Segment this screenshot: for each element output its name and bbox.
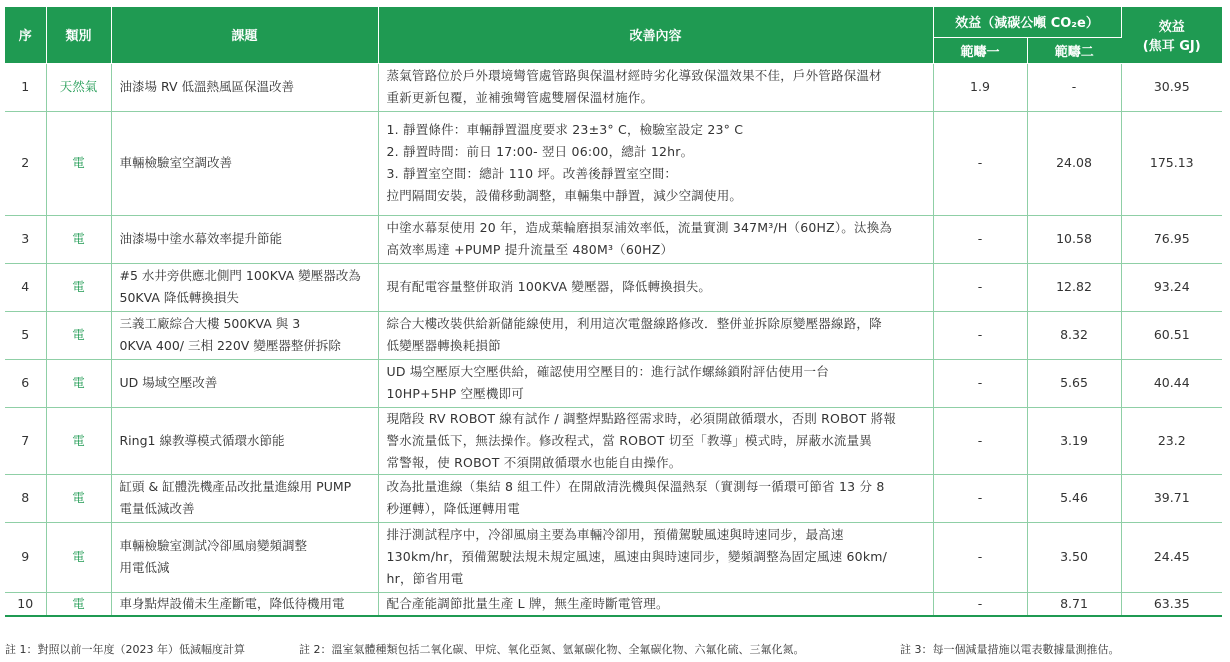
row-scope2: -: [1027, 63, 1121, 111]
row-number: 1: [5, 63, 46, 111]
row-scope2: 8.71: [1027, 592, 1121, 616]
row-content-line: 現有配電容量整併取消 100KVA 變壓器，降低轉換損失。: [386, 279, 712, 294]
row-gj: 30.95: [1121, 63, 1222, 111]
row-category: 電: [46, 263, 111, 311]
row-topic-line: 車身點焊設備未生產斷電，降低待機用電: [119, 595, 345, 611]
row-content-line: hr，節省用電: [386, 571, 464, 586]
header-content: 改善內容: [378, 7, 933, 63]
row-scope2: 24.08: [1027, 111, 1121, 215]
row-content-line: 蒸氣管路位於戶外環境彎管處管路與保溫材經時劣化導致保溫效果不佳，戶外管路保溫材: [386, 68, 882, 83]
row-content: [378, 311, 933, 359]
row-scope2: 5.65: [1027, 359, 1121, 407]
row-content-line: 高效率馬達 +PUMP 提升流量至 480M³（60HZ）: [386, 242, 674, 257]
row-content-line: 3. 靜置室空間：總計 110 坪。改善後靜置室空間：: [386, 166, 678, 181]
row-number: 8: [5, 474, 46, 522]
header-effect-co2: 效益（減碳公噸 CO₂e）: [933, 7, 1121, 37]
header-topic: 課題: [111, 7, 378, 63]
row-scope1: 1.9: [933, 63, 1027, 111]
row-scope1: -: [933, 474, 1027, 522]
row-content: [378, 111, 933, 215]
row-content-line: 排汙測試程序中，冷卻風扇主要為車輛冷卻用，預備駕駛風速與時速同步，最高速: [386, 527, 844, 542]
row-number: 4: [5, 263, 46, 311]
row-topic-line: 電量低減改善: [119, 501, 195, 516]
row-topic-line: 車輛檢驗室測試冷卻風扇變頻調整: [119, 538, 308, 553]
row-number: 9: [5, 522, 46, 592]
row-topic: [111, 263, 378, 311]
row-content: [378, 407, 933, 474]
improvement-table-wrapper: [5, 7, 1222, 617]
row-category: 電: [46, 111, 111, 215]
footnote-3: 註 3：每一個減量措施以電表數據量測推估。: [900, 643, 1120, 656]
header-scope2: 範疇二: [1027, 37, 1121, 63]
table-body: [5, 63, 1222, 616]
row-content: [378, 263, 933, 311]
footnote-2: 註 2：溫室氣體種類包括二氧化碳、甲烷、氧化亞氮、氫氟碳化物、全氟碳化物、六氟化硫、三氟化氮。: [299, 643, 805, 656]
row-scope1: -: [933, 263, 1027, 311]
row-gj: 40.44: [1121, 359, 1222, 407]
row-topic-line: 油漆場中塗水幕效率提升節能: [119, 231, 283, 246]
row-scope1: -: [933, 311, 1027, 359]
table-row: [5, 63, 1222, 111]
row-gj: 76.95: [1121, 215, 1222, 263]
row-category: 電: [46, 592, 111, 616]
improvement-table: [5, 7, 1222, 617]
row-topic-line: 0KVA 400/ 三相 220V 變壓器整併拆除: [119, 338, 341, 353]
table-row: [5, 407, 1222, 474]
row-content: [378, 215, 933, 263]
header-seq: 序: [5, 7, 46, 63]
header-effect-gj-line1: 效益: [1158, 19, 1185, 35]
row-number: 5: [5, 311, 46, 359]
row-scope2: 8.32: [1027, 311, 1121, 359]
row-content-line: 綜合大樓改裝供給新儲能線使用，利用這次電盤線路修改．整併並拆除原變壓器線路，降: [386, 316, 882, 331]
row-topic-line: #5 水井旁供應北側門 100KVA 變壓器改為: [119, 268, 361, 283]
header-category: 類別: [46, 7, 111, 63]
row-content-line: 秒運轉），降低運轉用電: [386, 501, 520, 516]
row-content-line: 現階段 RV ROBOT 線有試作 / 調整焊點路徑需求時，必須開啟循環水，否則 ROBOT 將報: [386, 410, 897, 426]
row-content-line: UD 場空壓原大空壓供給，確認使用空壓目的：進行試作螺絲鎖附評估使用一台: [386, 364, 829, 379]
row-scope2: 3.50: [1027, 522, 1121, 592]
table-row: [5, 111, 1222, 215]
table-row: [5, 263, 1222, 311]
row-number: 2: [5, 111, 46, 215]
row-topic: [111, 474, 378, 522]
row-topic: [111, 359, 378, 407]
row-topic-line: 50KVA 降低轉換損失: [119, 290, 239, 305]
row-content: [378, 522, 933, 592]
row-content-line: 低變壓器轉換耗損節: [386, 338, 501, 353]
row-content-line: 改為批量進線（集結 8 組工件）在開啟清洗機與保溫熱泵（實測每一循環可節省 13 分 8: [386, 479, 885, 494]
row-content-line: 常警報，使 ROBOT 不須開啟循環水也能自由操作。: [386, 454, 682, 470]
row-topic: [111, 592, 378, 616]
row-category: 電: [46, 311, 111, 359]
row-content-line: 拉門隔間安裝，設備移動調整，車輛集中靜置，減少空調使用。: [386, 188, 743, 203]
row-topic-line: 用電低減: [119, 560, 170, 575]
row-topic: [111, 215, 378, 263]
row-scope1: -: [933, 522, 1027, 592]
table-row: [5, 215, 1222, 263]
row-category: 電: [46, 407, 111, 474]
row-category: 天然氣: [46, 63, 111, 111]
row-category: 電: [46, 359, 111, 407]
row-scope2: 10.58: [1027, 215, 1121, 263]
table-row: [5, 592, 1222, 616]
row-gj: 39.71: [1121, 474, 1222, 522]
row-content-line: 配合產能調節批量生產 L 牌，無生產時斷電管理。: [386, 595, 669, 611]
row-content-line: 重新更新包覆，並補強彎管處雙層保溫材施作。: [386, 90, 654, 105]
table-row: [5, 522, 1222, 592]
row-gj: 23.2: [1121, 407, 1222, 474]
row-scope2: 5.46: [1027, 474, 1121, 522]
header-scope1: 範疇一: [933, 37, 1027, 63]
row-content: [378, 63, 933, 111]
row-content-line: 中塗水幕泵使用 20 年，造成葉輪磨損泵浦效率低，流量實測 347M³/H（60HZ）。汰換為: [386, 220, 893, 235]
row-gj: 60.51: [1121, 311, 1222, 359]
header-effect-gj-line2: (焦耳 GJ): [1142, 38, 1201, 54]
row-content-line: 10HP+5HP 空壓機即可: [386, 386, 524, 401]
row-number: 10: [5, 592, 46, 616]
header-effect-gj: [1121, 7, 1222, 63]
row-topic-line: 三義工廠綜合大樓 500KVA 與 3: [119, 316, 301, 331]
row-scope1: -: [933, 215, 1027, 263]
row-content-line: 130km/hr，預備駕駛法規未規定風速，風速由與時速同步，變頻調整為固定風速 60km/: [386, 549, 888, 564]
row-content: [378, 359, 933, 407]
row-category: 電: [46, 474, 111, 522]
row-topic-line: 車輛檢驗室空調改善: [119, 155, 233, 170]
row-content-line: 2. 靜置時間：前日 17:00- 翌日 06:00，總計 12hr。: [386, 144, 694, 159]
row-scope1: -: [933, 407, 1027, 474]
row-number: 7: [5, 407, 46, 474]
row-content: [378, 592, 933, 616]
row-topic: [111, 407, 378, 474]
row-scope1: -: [933, 359, 1027, 407]
row-gj: 24.45: [1121, 522, 1222, 592]
row-scope2: 12.82: [1027, 263, 1121, 311]
row-scope1: -: [933, 111, 1027, 215]
footnote-1: 註 1：對照以前一年度（2023 年）低減幅度計算: [5, 643, 245, 656]
table-row: [5, 474, 1222, 522]
row-gj: 63.35: [1121, 592, 1222, 616]
row-category: 電: [46, 522, 111, 592]
row-topic-line: Ring1 線教導模式循環水節能: [119, 432, 285, 448]
row-topic: [111, 111, 378, 215]
table-row: [5, 311, 1222, 359]
row-gj: 175.13: [1121, 111, 1222, 215]
row-content-line: 1. 靜置條件：車輛靜置溫度要求 23±3° C，檢驗室設定 23° C: [386, 122, 744, 137]
row-content-line: 警水流量低下，無法操作。修改程式，當 ROBOT 切至「教導」模式時，屏蔽水流量異: [386, 432, 873, 448]
row-topic: [111, 63, 378, 111]
table-row: [5, 359, 1222, 407]
row-topic-line: UD 場域空壓改善: [119, 375, 218, 390]
row-content: [378, 474, 933, 522]
row-number: 3: [5, 215, 46, 263]
row-number: 6: [5, 359, 46, 407]
row-category: 電: [46, 215, 111, 263]
row-scope2: 3.19: [1027, 407, 1121, 474]
row-scope1: -: [933, 592, 1027, 616]
row-topic: [111, 522, 378, 592]
row-topic: [111, 311, 378, 359]
row-gj: 93.24: [1121, 263, 1222, 311]
row-topic-line: 油漆場 RV 低溫熱風區保溫改善: [119, 79, 295, 94]
row-topic-line: 缸頭 & 缸體洗機產品改批量進線用 PUMP: [119, 479, 352, 494]
